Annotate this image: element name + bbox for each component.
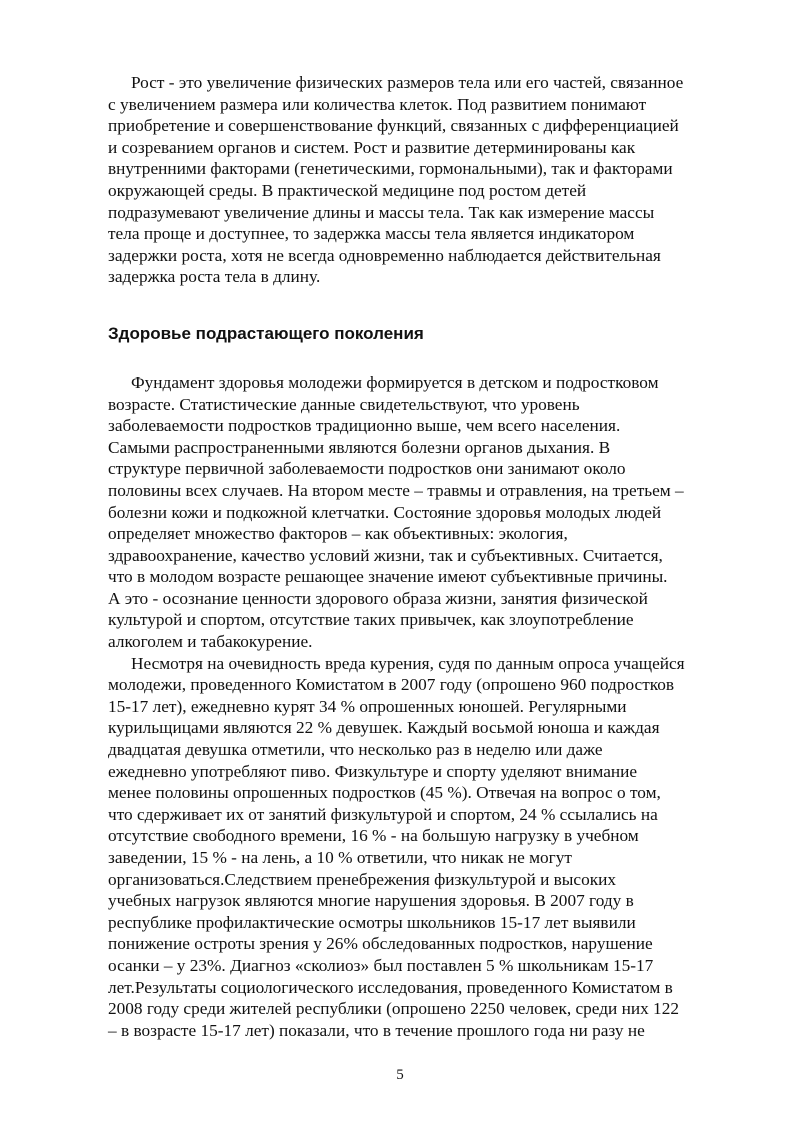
text-line: 2008 году среди жителей республики (опрошено 2250 человек, среди них 122 [108, 999, 679, 1019]
text-line: половины всех случаев. На втором месте – травмы и отравления, на третьем – [108, 480, 684, 500]
text-line: приобретение и совершенствование функций, связанных с дифференциацией [108, 116, 679, 136]
text-line: Рост - это увеличение физических размеров тела или его частей, связанное [131, 73, 684, 92]
paragraph [108, 372, 748, 653]
text-line: что в молодом возрасте решающее значение имеют субъективные причины. [108, 567, 668, 587]
text-line: понижение остроты зрения у 26% обследованных подростков, нарушение [108, 934, 653, 954]
text-line: – в возрасте 15-17 лет) показали, что в течение прошлого года ни разу не [108, 1020, 645, 1040]
text-line: отсутствие свободного времени, 16 % - на большую нагрузку в учебном [108, 826, 639, 846]
spacer [108, 288, 748, 323]
text-line: тела проще и доступнее, то задержка массы тела является индикатором [108, 224, 635, 244]
text-line: возрасте. Статистические данные свидетельствуют, что уровень [108, 394, 580, 414]
text-line: и созреванием органов и систем. Рост и развитие детерминированы как [108, 137, 636, 157]
page-body [108, 72, 748, 1041]
text-line: здравоохранение, качество условий жизни, так и субъективных. Считается, [108, 545, 663, 565]
spacer [108, 345, 748, 372]
text-line: курильщицами являются 22 % девушек. Каждый восьмой юноша и каждая [108, 718, 660, 738]
text-line: определяет множество факторов – как объективных: экология, [108, 524, 568, 544]
text-line: Несмотря на очевидность вреда курения, судя по данным опроса учащейся [131, 653, 685, 673]
text-line: задержка роста тела в длину. [108, 267, 321, 287]
text-line: ежедневно употребляют пиво. Физкультуре и спорту уделяют внимание [108, 761, 638, 781]
text-line: молодежи, проведенного Комистатом в 2007 году (опрошено 960 подростков [108, 675, 675, 695]
text-line: задержки роста, хотя не всегда одновременно наблюдается действительная [108, 245, 661, 265]
text-line: структуре первичной заболеваемости подростков они занимают около [108, 459, 626, 479]
text-line: республике профилактические осмотры школьников 15-17 лет выявили [108, 912, 636, 932]
text-line: учебных нагрузок являются многие нарушения здоровья. В 2007 году в [108, 891, 634, 911]
text-line: заболеваемости подростков традиционно выше, чем всего населения. [108, 416, 621, 436]
text-line: окружающей среды. В практической медицине под ростом детей [108, 180, 587, 200]
paragraph [108, 72, 748, 288]
text-line: заведении, 15 % - на лень, а 10 % ответили, что никак не могут [108, 848, 572, 867]
text-line: осанки – у 23%. Диагноз «сколиоз» был поставлен 5 % школьникам 15-17 [108, 955, 654, 975]
text-line: менее половины опрошенных подростков (45 %). Отвечая на вопрос о том, [108, 783, 661, 803]
paragraph [108, 653, 748, 1042]
text-line: лет.Результаты социологического исследования, проведенного Комистатом в [108, 977, 673, 997]
text-line: внутренними факторами (генетическими, гормональными), так и факторами [108, 159, 673, 179]
text-line: культурой и спортом, отсутствие таких привычек, как злоупотребление [108, 610, 634, 630]
text-line: подразумевают увеличение длины и массы тела. Так как измерение массы [108, 202, 655, 222]
text-line: Фундамент здоровья молодежи формируется в детском и подростковом [131, 372, 659, 392]
text-line: с увеличением размера или количества клеток. Под развитием понимают [108, 94, 647, 114]
text-line: алкоголем и табакокурение. [108, 632, 313, 652]
section-heading: Здоровье подрастающего поколения [108, 323, 424, 343]
text-line: организоваться.Следствием пренебрежения физкультурой и высоких [108, 869, 616, 889]
text-line: двадцатая девушка отметили, что несколько раз в неделю или даже [108, 740, 603, 760]
page-number: 5 [396, 1067, 404, 1083]
text-line: А это - осознание ценности здорового образа жизни, занятия физической [108, 588, 648, 608]
text-line: болезни кожи и подкожной клетчатки. Состояние здоровья молодых людей [108, 502, 662, 522]
text-line: Самыми распространенными являются болезни органов дыхания. В [108, 437, 611, 457]
text-line: 15-17 лет), ежедневно курят 34 % опрошенных юношей. Регулярными [108, 696, 627, 716]
text-line: что сдерживает их от занятий физкультурой и спортом, 24 % ссылались на [108, 804, 658, 824]
